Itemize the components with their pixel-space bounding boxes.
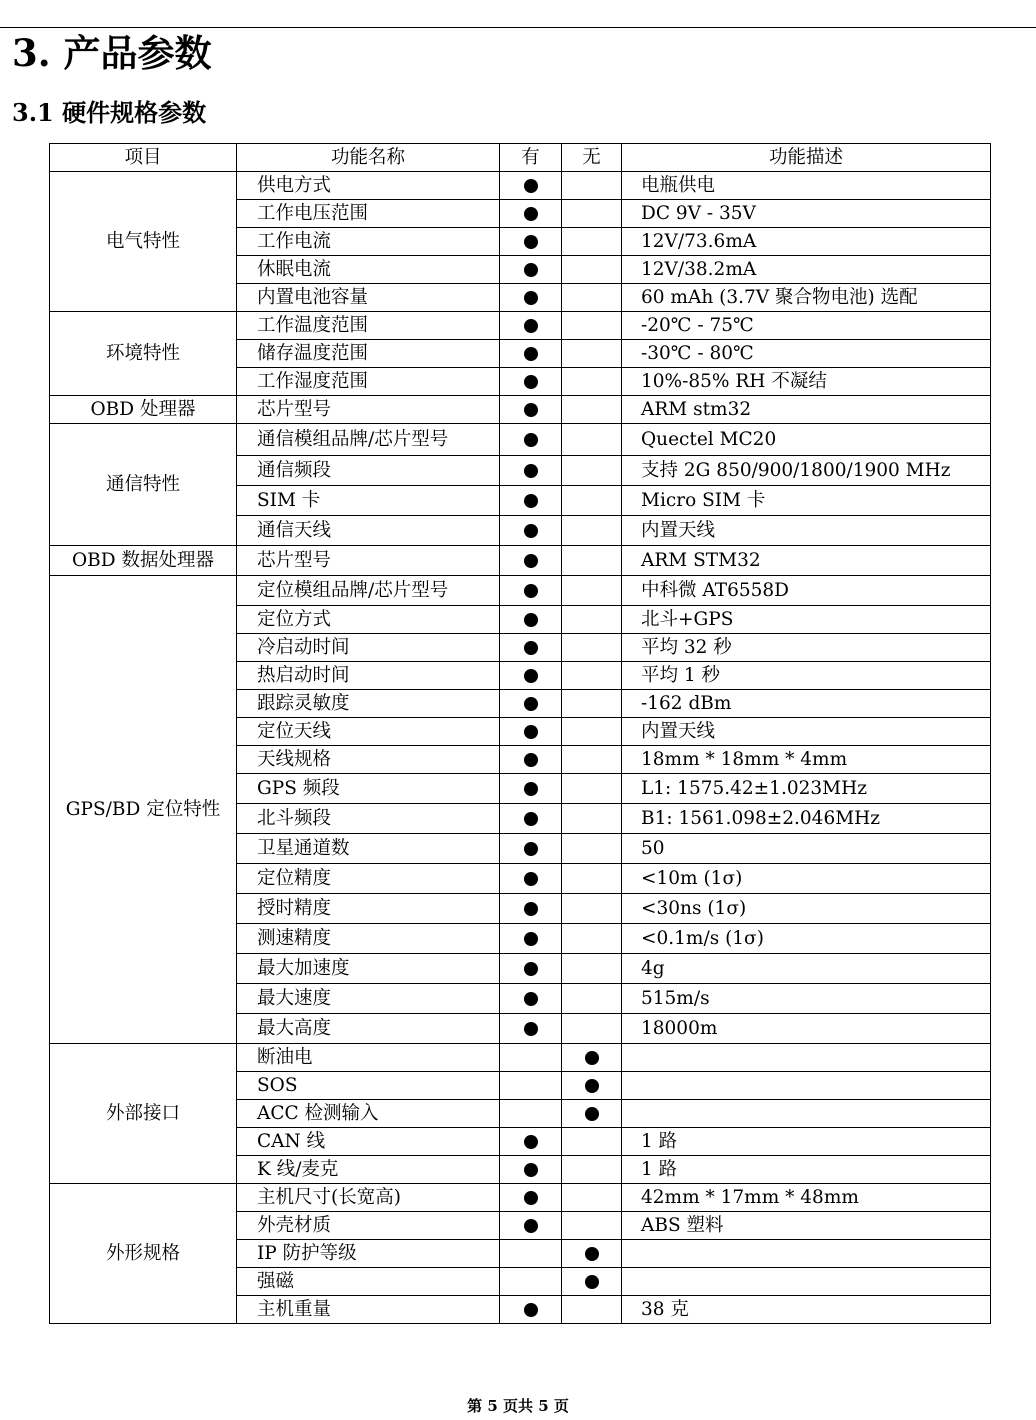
none-cell: [562, 1014, 622, 1044]
none-cell: [562, 424, 622, 456]
none-cell: [562, 864, 622, 894]
section-heading: 3. 产品参数: [12, 31, 212, 75]
none-cell: [562, 312, 622, 340]
table-row: [50, 312, 991, 340]
description-cell: 50: [622, 834, 991, 864]
has-cell: [500, 200, 562, 228]
none-cell: [562, 1268, 622, 1296]
function-name-cell: 跟踪灵敏度: [237, 690, 500, 718]
function-name-cell: 主机尺寸(长宽高): [237, 1184, 500, 1212]
none-cell: [562, 746, 622, 774]
none-cell: [562, 228, 622, 256]
header-yes: 有: [500, 144, 562, 172]
function-name-cell: 储存温度范围: [237, 340, 500, 368]
spec-table: [49, 143, 991, 1324]
description-cell: B1: 1561.098±2.046MHz: [622, 804, 991, 834]
description-cell: 平均 1 秒: [622, 662, 991, 690]
filled-dot-icon: [524, 842, 538, 856]
description-cell: Micro SIM 卡: [622, 486, 991, 516]
description-cell: [622, 1072, 991, 1100]
table-row: [50, 546, 991, 576]
has-cell: [500, 774, 562, 804]
filled-dot-icon: [524, 669, 538, 683]
function-name-cell: 内置电池容量: [237, 284, 500, 312]
description-cell: DC 9V - 35V: [622, 200, 991, 228]
description-cell: 12V/73.6mA: [622, 228, 991, 256]
none-cell: [562, 718, 622, 746]
description-cell: 4g: [622, 954, 991, 984]
has-cell: [500, 954, 562, 984]
function-name-cell: 北斗频段: [237, 804, 500, 834]
category-cell: 通信特性: [50, 424, 237, 546]
filled-dot-icon: [524, 554, 538, 568]
has-cell: [500, 576, 562, 606]
page-footer: 第 5 页共 5 页: [467, 1397, 569, 1415]
has-cell: [500, 690, 562, 718]
description-cell: 电瓶供电: [622, 172, 991, 200]
function-name-cell: CAN 线: [237, 1128, 500, 1156]
description-cell: [622, 1268, 991, 1296]
none-cell: [562, 340, 622, 368]
description-cell: [622, 1100, 991, 1128]
none-cell: [562, 634, 622, 662]
table-row: [50, 172, 991, 200]
description-cell: 1 路: [622, 1156, 991, 1184]
function-name-cell: 天线规格: [237, 746, 500, 774]
none-cell: [562, 894, 622, 924]
function-name-cell: 测速精度: [237, 924, 500, 954]
function-name-cell: ACC 检测输入: [237, 1100, 500, 1128]
description-cell: 38 克: [622, 1296, 991, 1324]
function-name-cell: SOS: [237, 1072, 500, 1100]
filled-dot-icon: [585, 1247, 599, 1261]
description-cell: 北斗+GPS: [622, 606, 991, 634]
filled-dot-icon: [524, 1135, 538, 1149]
has-cell: [500, 746, 562, 774]
description-cell: 18000m: [622, 1014, 991, 1044]
none-cell: [562, 924, 622, 954]
table-header-row: [50, 144, 991, 172]
filled-dot-icon: [524, 1022, 538, 1036]
function-name-cell: 最大高度: [237, 1014, 500, 1044]
category-cell: 外形规格: [50, 1184, 237, 1324]
table-row: [50, 576, 991, 606]
function-name-cell: 卫星通道数: [237, 834, 500, 864]
has-cell: [500, 228, 562, 256]
has-cell: [500, 256, 562, 284]
function-name-cell: GPS 频段: [237, 774, 500, 804]
filled-dot-icon: [524, 494, 538, 508]
function-name-cell: SIM 卡: [237, 486, 500, 516]
none-cell: [562, 774, 622, 804]
description-cell: 内置天线: [622, 516, 991, 546]
has-cell: [500, 864, 562, 894]
none-cell: [562, 200, 622, 228]
none-cell: [562, 834, 622, 864]
filled-dot-icon: [585, 1275, 599, 1289]
none-cell: [562, 1184, 622, 1212]
category-cell: GPS/BD 定位特性: [50, 576, 237, 1044]
none-cell: [562, 1296, 622, 1324]
none-cell: [562, 576, 622, 606]
function-name-cell: 热启动时间: [237, 662, 500, 690]
filled-dot-icon: [524, 1303, 538, 1317]
subsection-heading: 3.1 硬件规格参数: [12, 98, 207, 127]
has-cell: [500, 1184, 562, 1212]
has-cell: [500, 804, 562, 834]
description-cell: 支持 2G 850/900/1800/1900 MHz: [622, 456, 991, 486]
has-cell: [500, 1014, 562, 1044]
none-cell: [562, 516, 622, 546]
table-row: [50, 1044, 991, 1072]
has-cell: [500, 1128, 562, 1156]
none-cell: [562, 1156, 622, 1184]
filled-dot-icon: [524, 613, 538, 627]
has-cell: [500, 1156, 562, 1184]
function-name-cell: 工作温度范围: [237, 312, 500, 340]
category-cell: 外部接口: [50, 1044, 237, 1184]
filled-dot-icon: [524, 179, 538, 193]
category-cell: OBD 处理器: [50, 396, 237, 424]
none-cell: [562, 486, 622, 516]
has-cell: [500, 456, 562, 486]
category-cell: 环境特性: [50, 312, 237, 396]
function-name-cell: 工作湿度范围: [237, 368, 500, 396]
filled-dot-icon: [524, 753, 538, 767]
filled-dot-icon: [524, 235, 538, 249]
function-name-cell: 最大加速度: [237, 954, 500, 984]
none-cell: [562, 804, 622, 834]
filled-dot-icon: [524, 291, 538, 305]
function-name-cell: 定位天线: [237, 718, 500, 746]
filled-dot-icon: [524, 1163, 538, 1177]
filled-dot-icon: [524, 207, 538, 221]
header-no: 无: [562, 144, 622, 172]
description-cell: 42mm * 17mm * 48mm: [622, 1184, 991, 1212]
none-cell: [562, 1212, 622, 1240]
none-cell: [562, 368, 622, 396]
description-cell: Quectel MC20: [622, 424, 991, 456]
description-cell: -30℃ - 80℃: [622, 340, 991, 368]
has-cell: [500, 172, 562, 200]
filled-dot-icon: [524, 1219, 538, 1233]
description-cell: <30ns (1σ): [622, 894, 991, 924]
description-cell: ABS 塑料: [622, 1212, 991, 1240]
none-cell: [562, 1072, 622, 1100]
function-name-cell: 外壳材质: [237, 1212, 500, 1240]
filled-dot-icon: [524, 464, 538, 478]
none-cell: [562, 546, 622, 576]
filled-dot-icon: [524, 782, 538, 796]
function-name-cell: 通信频段: [237, 456, 500, 486]
none-cell: [562, 1100, 622, 1128]
has-cell: [500, 1240, 562, 1268]
description-cell: -20℃ - 75℃: [622, 312, 991, 340]
description-cell: 18mm * 18mm * 4mm: [622, 746, 991, 774]
filled-dot-icon: [524, 403, 538, 417]
function-name-cell: 授时精度: [237, 894, 500, 924]
header-description: 功能描述: [622, 144, 991, 172]
function-name-cell: 定位方式: [237, 606, 500, 634]
description-cell: L1: 1575.42±1.023MHz: [622, 774, 991, 804]
has-cell: [500, 924, 562, 954]
filled-dot-icon: [585, 1051, 599, 1065]
description-cell: 内置天线: [622, 718, 991, 746]
filled-dot-icon: [524, 992, 538, 1006]
function-name-cell: 通信模组品牌/芯片型号: [237, 424, 500, 456]
function-name-cell: 工作电流: [237, 228, 500, 256]
function-name-cell: 强磁: [237, 1268, 500, 1296]
has-cell: [500, 1072, 562, 1100]
none-cell: [562, 1128, 622, 1156]
has-cell: [500, 1268, 562, 1296]
description-cell: <0.1m/s (1σ): [622, 924, 991, 954]
filled-dot-icon: [524, 902, 538, 916]
function-name-cell: 冷启动时间: [237, 634, 500, 662]
has-cell: [500, 984, 562, 1014]
filled-dot-icon: [524, 375, 538, 389]
has-cell: [500, 894, 562, 924]
none-cell: [562, 172, 622, 200]
table-row: [50, 424, 991, 456]
has-cell: [500, 662, 562, 690]
none-cell: [562, 456, 622, 486]
filled-dot-icon: [524, 319, 538, 333]
has-cell: [500, 634, 562, 662]
description-cell: 60 mAh (3.7V 聚合物电池) 选配: [622, 284, 991, 312]
none-cell: [562, 1240, 622, 1268]
has-cell: [500, 340, 562, 368]
has-cell: [500, 424, 562, 456]
description-cell: -162 dBm: [622, 690, 991, 718]
has-cell: [500, 606, 562, 634]
description-cell: [622, 1240, 991, 1268]
function-name-cell: 通信天线: [237, 516, 500, 546]
has-cell: [500, 312, 562, 340]
filled-dot-icon: [524, 347, 538, 361]
none-cell: [562, 256, 622, 284]
has-cell: [500, 1212, 562, 1240]
function-name-cell: 断油电: [237, 1044, 500, 1072]
filled-dot-icon: [524, 641, 538, 655]
has-cell: [500, 546, 562, 576]
function-name-cell: 主机重量: [237, 1296, 500, 1324]
table-row: [50, 396, 991, 424]
none-cell: [562, 396, 622, 424]
filled-dot-icon: [524, 872, 538, 886]
filled-dot-icon: [585, 1079, 599, 1093]
filled-dot-icon: [524, 725, 538, 739]
filled-dot-icon: [524, 263, 538, 277]
description-cell: 515m/s: [622, 984, 991, 1014]
has-cell: [500, 516, 562, 546]
has-cell: [500, 368, 562, 396]
description-cell: 平均 32 秒: [622, 634, 991, 662]
description-cell: 中科微 AT6558D: [622, 576, 991, 606]
table-row: [50, 1184, 991, 1212]
description-cell: [622, 1044, 991, 1072]
function-name-cell: 休眠电流: [237, 256, 500, 284]
filled-dot-icon: [524, 433, 538, 447]
function-name-cell: 供电方式: [237, 172, 500, 200]
has-cell: [500, 486, 562, 516]
function-name-cell: 工作电压范围: [237, 200, 500, 228]
function-name-cell: 定位模组品牌/芯片型号: [237, 576, 500, 606]
description-cell: <10m (1σ): [622, 864, 991, 894]
function-name-cell: 定位精度: [237, 864, 500, 894]
header-item: 项目: [50, 144, 237, 172]
none-cell: [562, 662, 622, 690]
function-name-cell: K 线/麦克: [237, 1156, 500, 1184]
description-cell: 12V/38.2mA: [622, 256, 991, 284]
description-cell: ARM STM32: [622, 546, 991, 576]
filled-dot-icon: [524, 584, 538, 598]
description-cell: ARM stm32: [622, 396, 991, 424]
filled-dot-icon: [524, 697, 538, 711]
function-name-cell: 芯片型号: [237, 396, 500, 424]
filled-dot-icon: [585, 1107, 599, 1121]
has-cell: [500, 1100, 562, 1128]
filled-dot-icon: [524, 812, 538, 826]
none-cell: [562, 984, 622, 1014]
function-name-cell: 最大速度: [237, 984, 500, 1014]
description-cell: 10%-85% RH 不凝结: [622, 368, 991, 396]
has-cell: [500, 396, 562, 424]
function-name-cell: IP 防护等级: [237, 1240, 500, 1268]
has-cell: [500, 834, 562, 864]
has-cell: [500, 1044, 562, 1072]
has-cell: [500, 1296, 562, 1324]
filled-dot-icon: [524, 1191, 538, 1205]
none-cell: [562, 690, 622, 718]
filled-dot-icon: [524, 962, 538, 976]
function-name-cell: 芯片型号: [237, 546, 500, 576]
none-cell: [562, 1044, 622, 1072]
none-cell: [562, 954, 622, 984]
filled-dot-icon: [524, 932, 538, 946]
description-cell: 1 路: [622, 1128, 991, 1156]
category-cell: 电气特性: [50, 172, 237, 312]
category-cell: OBD 数据处理器: [50, 546, 237, 576]
filled-dot-icon: [524, 524, 538, 538]
none-cell: [562, 606, 622, 634]
has-cell: [500, 718, 562, 746]
has-cell: [500, 284, 562, 312]
header-function-name: 功能名称: [237, 144, 500, 172]
table-body: [50, 172, 991, 1324]
none-cell: [562, 284, 622, 312]
